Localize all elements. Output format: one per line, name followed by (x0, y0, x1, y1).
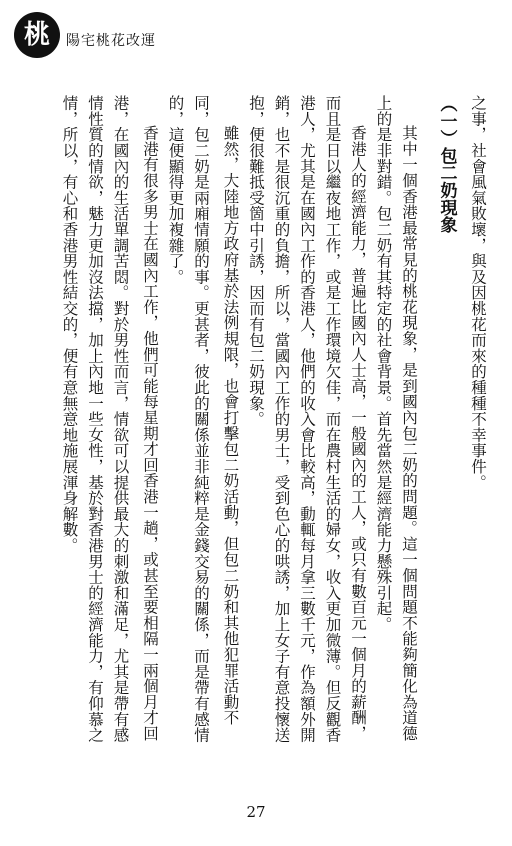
paragraph-3-line: 港，在國內的生活單調苦悶。對於男性而言，情欲可以提供最大的刺激和滿足，尤其是帶有感 (111, 95, 130, 743)
paragraph-1-line: 銷，也不是很沉重的負擔，所以，當國內工作的男士，受到色心的哄誘，加上女子有意投懷送 (272, 95, 291, 743)
paragraph-1-line: 港人，尤其是在國內工作的香港人，他們的收入會比較高，動輒每月拿三數千元，作為額外開 (298, 95, 316, 743)
page-header (14, 12, 254, 60)
paragraph-1-line: 抱，便很難抵受箇中引誘，因而有包二奶現象。 (247, 95, 265, 427)
book-title: 陽宅桃花改運 (66, 33, 156, 49)
paragraph-2-line: 的，這便顯得更加複雜了。 (166, 95, 185, 285)
book-logo-icon (14, 12, 60, 58)
paragraph-1-line: 其中一個香港最常見的桃花現象，是到國內包二奶的問題。這一個問題不能夠簡化為道德 (400, 125, 418, 742)
logo-glyph: 桃 (23, 20, 50, 50)
intro-column: 之事，社會風氣敗壞，與及因桃花而來的種種不幸事件。 (469, 95, 487, 490)
vertical-text-body (20, 95, 490, 745)
paragraph-2-line: 雖然，大陸地方政府基於法例規限，也會打擊包二奶活動，但包二奶和其他犯罪活動不 (221, 125, 240, 726)
paragraph-3-line: 情性質的情欲，魅力更加沒法擋，加上內地一些女性，基於對香港男士的經濟能力，有仰慕之 (86, 95, 104, 743)
paragraph-3-line: 香港有很多男士在國內工作，他們可能每星期才回香港一趟，或甚至要相隔一兩個月才回 (141, 125, 159, 742)
paragraph-3-line: 情，所以，有心和香港男性結交的，便有意無意地施展渾身解數。 (60, 95, 79, 554)
paragraph-1-line: 上的是非對錯。包二奶有其特定的社會背景。首先當然是經濟能力懸殊引起。 (374, 95, 393, 633)
paragraph-2-line: 同，包二奶是兩廂情願的事。更甚者，彼此的關係並非純粹是金錢交易的關係，而是帶有感情 (192, 95, 210, 743)
page-number: 27 (246, 803, 266, 821)
section-heading: （一）包二奶現象 (436, 95, 457, 234)
paragraph-1-line: 而且是日以繼夜地工作，或是工作環境欠佳，而在農村生活的婦女，收入更加微薄。但反觀香 (323, 95, 342, 743)
paragraph-1-line: 香港人的經濟能力，普遍比國內人士高，一般國內的工人，或只有數百元一個月的薪酬， (349, 125, 367, 742)
